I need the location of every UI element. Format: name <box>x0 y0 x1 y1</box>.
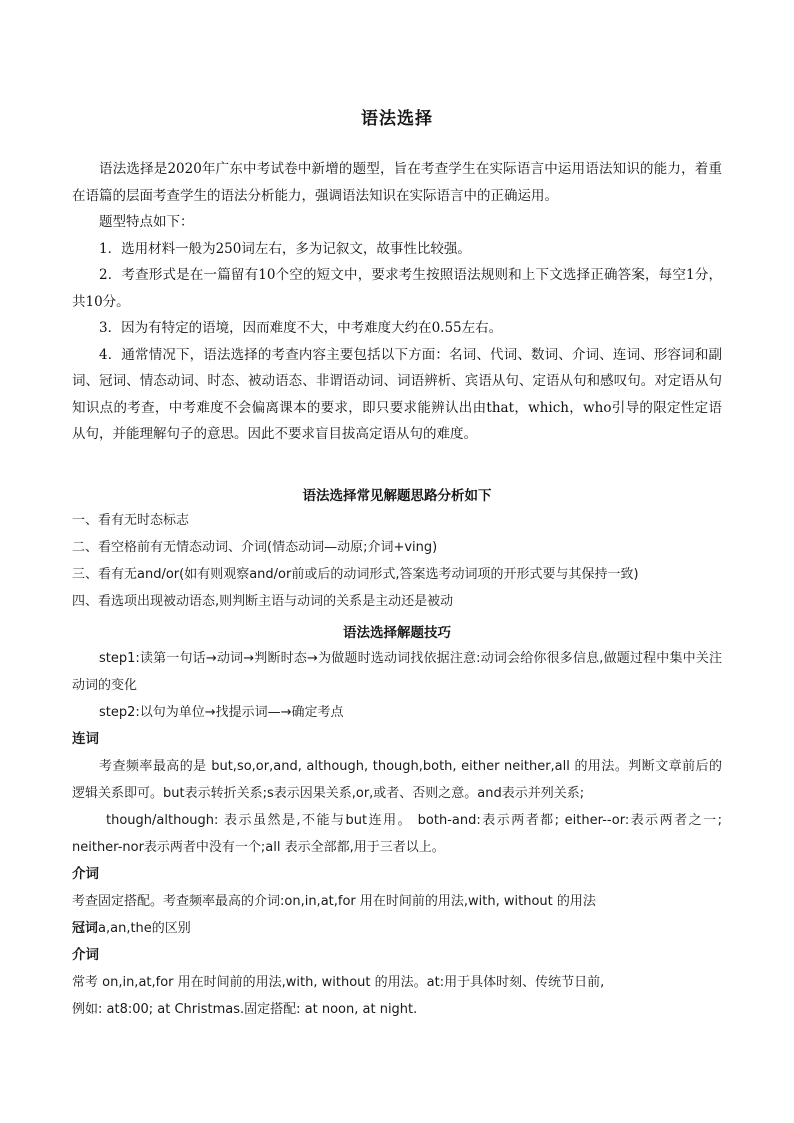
list-item: 二、看空格前有无情态动词、介词(情态动词—动原;介词+ving) <box>72 540 438 555</box>
preposition-paragraph: 例如: at8:00; at Christmas.固定搭配: at noon, at night. <box>72 1002 418 1017</box>
intro-paragraph: 1．选用材料一般为250词左右，多为记叙文，故事性比较强。 <box>99 240 471 257</box>
intro-paragraph: 题型特点如下： <box>99 214 194 230</box>
tips-section <box>72 645 722 1023</box>
list-item: 一、看有无时态标志 <box>72 513 190 528</box>
preposition-heading: 介词 <box>72 947 99 963</box>
preposition-heading: 介词 <box>72 866 99 882</box>
intro-paragraph: 2．考查形式是在一篇留有10个空的短文中，要求考生按照语法规则和上下文选择正确答案，每空1分，共10分。 <box>72 267 722 310</box>
article-heading: 冠词 <box>72 921 99 936</box>
list-item: 四、看选项出现被动语态,则判断主语与动词的关系是主动还是被动 <box>72 594 454 609</box>
preposition-paragraph: 考查固定搭配。考查频率最高的介词:on,in,at,for 用在时间前的用法,with, without 的用法 <box>72 894 596 909</box>
conjunction-paragraph: though/although: 表示虽然是,不能与but连用。 both-and:表示两者都; either--or:表示两者之一; neither-nor表示两者中没有一个;all 表示全部都,用于三者以上。 <box>72 813 722 855</box>
analysis-heading: 语法选择常见解题思路分析如下 <box>302 488 492 504</box>
page-title: 语法选择 <box>361 109 433 129</box>
conjunction-paragraph: 考查频率最高的是 but,so,or,and, although, though,both, either neither,all 的用法。判断文章前后的逻辑关系即可。but表示转折关系;s表示因果关系,or,或者、否则之意。and表示并列关系; <box>72 759 722 801</box>
intro-paragraph: 3．因为有特定的语境，因而难度不大，中考难度大约在0.55左右。 <box>99 320 503 336</box>
tips-step1: step1:读第一句话→动词→判断时态→为做题时选动词找依据注意:动词会给你很多信息,做题过程中集中关注动词的变化 <box>72 651 722 693</box>
list-item: 三、看有无and/or(如有则观察and/or前或后的动词形式,答案选考动词项的开形式要与其保持一致) <box>72 567 639 582</box>
analysis-list <box>72 507 722 615</box>
intro-paragraph: 语法选择是2020年广东中考试卷中新增的题型，旨在考查学生在实际语言中运用语法知识的能力，着重在语篇的层面考查学生的语法分析能力，强调语法知识在实际语言中的正确运用。 <box>72 161 722 204</box>
article-line <box>72 915 722 942</box>
tips-heading: 语法选择解题技巧 <box>343 625 451 641</box>
intro-paragraph: 4．通常情况下，语法选择的考查内容主要包括以下方面：名词、代词、数词、介词、连词、形容词和副词、冠词、情态动词、时态、被动语态、非谓语动词、词语辨析、宾语从句、定语从句和感叹句。对定语从句知识点的考查，中考难度不会偏离课本的要求，即只要求能辨认出由that，which，who引导的限定性定语从句，并能理解句子的意思。因此不要求盲目拔高定语从句的难度。 <box>72 346 722 442</box>
preposition-paragraph: 常考 on,in,at,for 用在时间前的用法,with, without 的用法。at:用于具体时刻、传统节日前, <box>72 975 605 990</box>
tips-step2: step2:以句为单位→找提示词—→确定考点 <box>99 705 344 720</box>
article-text: a,an,the的区别 <box>98 921 191 936</box>
intro-section <box>72 156 722 448</box>
conjunction-heading: 连词 <box>72 731 99 747</box>
